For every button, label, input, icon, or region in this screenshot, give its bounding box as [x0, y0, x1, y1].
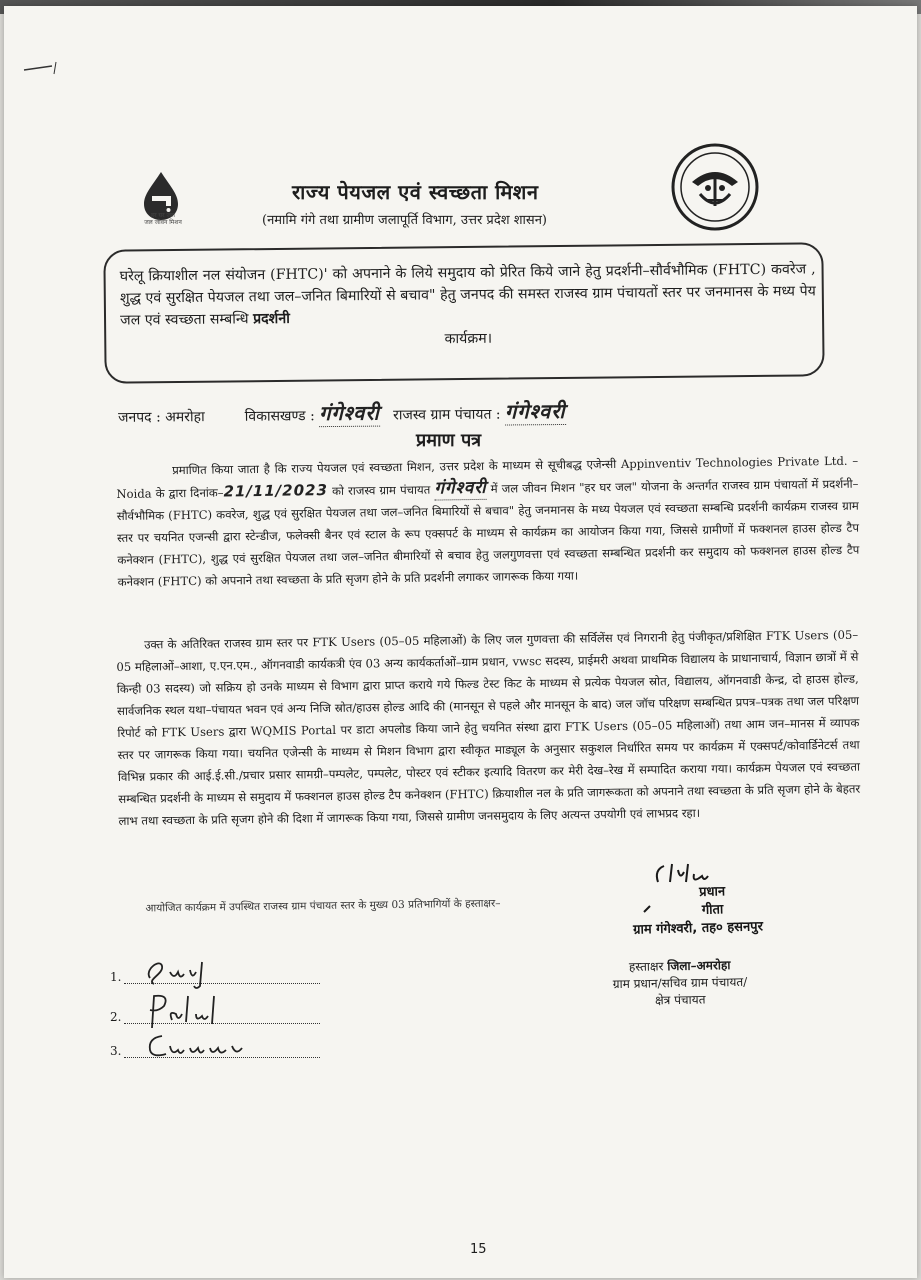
- pen-mark-icon: [22, 56, 66, 78]
- participant-signature: [140, 950, 290, 990]
- para1-text-b: को राजस्व ग्राम पंचायत: [327, 482, 435, 499]
- participant-signature: [140, 1024, 290, 1064]
- janpad-label: जनपद : अमरोहा: [117, 409, 205, 426]
- location-line: [118, 395, 778, 429]
- page-number: 15: [470, 1242, 487, 1257]
- participant-number: 1.: [110, 970, 122, 984]
- block-label: विकासखण्ड :: [244, 408, 315, 425]
- program-banner-text: [120, 258, 817, 353]
- logo-caption: हर घर जल जल जीवन मिशन: [144, 212, 182, 226]
- signatory-label-line2: ग्राम प्रधान/सचिव ग्राम पंचायत/: [612, 974, 748, 992]
- para1-text-c: में जल जीवन मिशन "हर घर जल" योजना के अन्तर्गत राजस्व ग्राम पंचायतों में प्रदर्शनी–सौर्वभौमिक (FHTC) कवरेज, शुद्ध एवं सुरक्षित पेयजल तथा जल–जनित बिमारियों से बचाव" हेतु जनमानस के मध्य पेयजल एवं स्वच्छता सम्बन्धि प्रदर्शनी कार्यक्रम राजस्व ग्राम स्तर पर चयनित एजन्सी द्वारा स्टेन्डीज, फलेक्सी बैनर एवं स्टाल के रूप एक्सपर्ट के माध्यम से कार्यक्रम का आयोजन किया गया, जिससे ग्रामीणों में फक्शनल हाउस होल्ड टैप कनेक्शन (FHTC), शुद्ध एवं सुरक्षित पेयजल तथा जल–जनित बीमारियों से बचाव हेतु जलगुणवत्ता एवं स्वच्छता सम्बन्धित प्रदर्शनी कर समुदाय को फक्शनल हाउस होल्ड टैप कनेक्शन (FHTC) को अपनाने तथा स्वच्छता के प्रति सृजग होने के प्रति प्रदर्शनी लगाकर जागरूक किया गया।: [116, 476, 860, 589]
- banner-text-part1: घरेलू क्रियाशील नल संयोजन (FHTC)' को अपनाने के लिये समुदाय को प्रेरित किये जाने हेतु प्रदर्शनी–सौर्वभौमिक (FHTC) कवरेज , शुद्ध एवं सुरक्षित पेयजल तथा जल–जनित बिमारियों से बचाव" हेतु जनपद की समस्त राजस्व ग्राम पंचायतों स्तर पर जनमानस के मध्य पेय जल एवं स्वच्छता सम्बन्धि: [119, 261, 816, 329]
- stamp-line-3: ग्राम गंगेश्वरी, तह० हसनपुर: [633, 919, 764, 938]
- signatory-label-line1: हस्ताक्षर: [628, 959, 664, 974]
- banner-text-part2: कार्यक्रम।: [444, 330, 493, 348]
- signatory-label: [570, 956, 791, 1011]
- uttar-pradesh-emblem-icon: [670, 142, 760, 232]
- para1-text-a: प्रमाणित किया जाता है कि राज्य पेयजल एवं स्वच्छता मिशन, उत्तर प्रदेश के माध्यम से सूचीबद्ध एजेन्सी Appinventiv Technologies Private Ltd. – Noida के द्वारा दिनांक–: [116, 453, 859, 501]
- certificate-title: प्रमाण पत्र: [416, 430, 482, 451]
- mission-subtitle: (नमामि गंगे तथा ग्रामीण जलापूर्ति विभाग, उत्तर प्रदेश शासन): [262, 213, 547, 228]
- banner-text-bold: प्रदर्शनी: [252, 310, 290, 328]
- participant-number: 3.: [110, 1044, 122, 1058]
- participant-signature-row: [110, 1024, 320, 1064]
- para1-gram-panchayat: गंगेश्वरी: [434, 477, 487, 499]
- signatory-label-line3: क्षेत्र पंचायत: [654, 992, 706, 1008]
- block-value: गंगेश्वरी: [319, 400, 380, 426]
- program-date: 21/11/2023: [223, 481, 329, 501]
- attendance-note: आयोजित कार्यक्रम में उपस्थित राजस्व ग्राम पंचायत स्तर के मुख्य 03 प्रतिभागियों के हस्ताक्षर–: [145, 897, 501, 915]
- har-ghar-jal-logo-icon: [130, 168, 192, 248]
- participant-number: 2.: [110, 1010, 122, 1024]
- gram-panchayat-label: राजस्व ग्राम पंचायत :: [393, 406, 501, 424]
- participant-signature-row: [110, 950, 320, 990]
- certificate-paragraph-1: [116, 450, 860, 593]
- stamp-line-2: गीता: [701, 902, 724, 918]
- stamp-line-4: जिला–अमरोहा: [667, 958, 731, 974]
- para2-text: उक्त के अतिरिक्त राजस्व ग्राम स्तर पर FTK Users (05–05 महिलाओं) के लिए जल गुणवत्ता की सर्विलेंस एवं निगरानी हेतु पंजीकृत/प्रशिक्षित FTK Users (05–05 महिलाओं–आशा, ए.एन.एम., ऑगनवाडी कार्यकत्री एंव 03 अन्य कार्यकर्ताओं–ग्राम प्रधान, vwsc सदस्य, प्राईमरी अथवा प्राथमिक विद्यालय के प्राधानाचार्य, विज्ञान छात्रों में से किन्ही 03 सदस्य) जो सक्रिय हो उनके माध्यम से विभाग द्वारा प्राप्त कराये गये फिल्ड टेस्ट किट के माध्यम से प्रत्येक पेयजल स्रोत, विद्यालय, ऑगनवाडी केन्द्र, दो हाउस होल्ड, सार्वजनिक स्थल यथा–पंचायत भवन एवं अन्य निजि स्रोत/हाउस होल्ड आदि की (मानसून से पहले और मानसून के बाद) जल जॉच परिक्षण सम्बन्धित प्रपत्र–पत्रक तथा जल परिक्षण रिपोर्ट को FTK Users द्वारा WQMIS Portal पर डाटा अपलोड किया जाने हेतु चयनित संस्था द्वारा FTK Users (05–05 महिलाओं) तथा आम जन–मानस में व्यापक स्तर पर जागरूक किया गया। चयनित एजेन्सी के माध्यम से मिशन विभाग द्वारा स्वीकृत माड्यूल के अनुसार सकुशल निर्धारित समय पर कार्यक्रम में एक्सपर्ट/कोवार्डिनेटर्स तथा विभिन्न प्रकार की आई.ई.सी./प्रचार प्रसार सामग्री–पम्पलेट, पम्पलेट, पोस्टर एवं स्टीकर इत्यादि वितरण कर मेरी देख–रेख में सम्पादित कराया गया। कार्यक्रम पेयजल एवं स्वच्छता सम्बन्धित प्रदर्शनी के माध्यम से समुदाय में फक्शनल हाउस होल्ड टैप कनेक्शन (FHTC) क्रियाशील नल के प्रति जागरूकता को अपनाने तथा स्वच्छता के प्रति सृजग होने के बेहतर लाभ तथा स्वच्छता के प्रति सृजग होने की दिशा में जागरूक किया गया, जिससे ग्रामीण जनसमुदाय के लिए अत्यन्त उपयोगी एवं लाभप्रद रहा।: [116, 627, 861, 828]
- stamp-line-1: प्रधान: [698, 884, 726, 900]
- mission-title: राज्य पेयजल एवं स्वच्छता मिशन: [292, 180, 539, 204]
- gram-panchayat-value: गंगेश्वरी: [504, 398, 566, 424]
- certificate-paragraph-2: [116, 624, 861, 832]
